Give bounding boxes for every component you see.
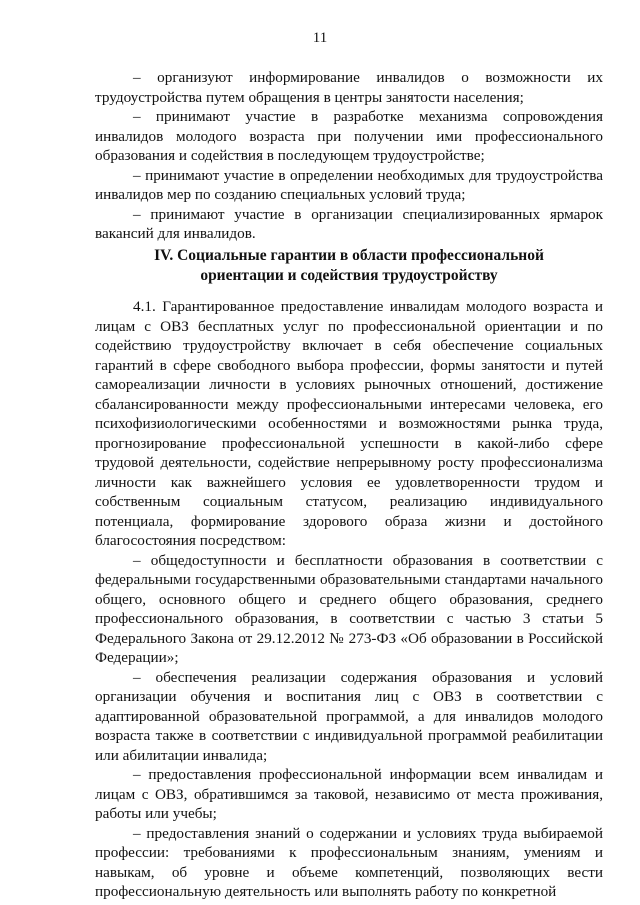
- list-item: – обеспечения реализации содержания образования и условий организации обучения и воспитания лиц с ОВЗ в соответствии с адаптированной образовательной программой, а для инвалидов молодого возраста также в соответствии с индивидуальной программой реабилитации или абилитации инвалида;: [95, 668, 603, 764]
- list-item: – принимают участие в организации специализированных ярмарок вакансий для инвалидов.: [95, 205, 603, 242]
- list-item: – предоставления профессиональной информации всем инвалидам и лицам с ОВЗ, обратившимся за таковой, независимо от места проживания, работы или учебы;: [95, 766, 603, 822]
- paragraph-4-1: 4.1. Гарантированное предоставление инвалидам молодого возраста и лицам с ОВЗ бесплатных услуг по профессиональной ориентации и по содействию трудоустройству включает в себя обеспечение социальных гарантий в сфере свободного выбора профессии, формы занятости и путей самореализации личности в условиях рыночных отношений, достижение сбалансированности между профессиональными интересами человека, его психофизиологическими особенностями и возможностями рынка труда, прогнозирование профессиональной успешности в какой-либо сфере трудовой деятельности, содействие непрерывному росту профессионализма личности как важнейшего условия ее удовлетворенности трудом и собственным социальным статусом, реализацию индивидуального потенциала, формирование здорового образа жизни и достойного благосостояния посредством:: [95, 298, 603, 549]
- section-heading-line: IV. Социальные гарантии в области профессиональной: [154, 247, 544, 264]
- section-heading: [95, 246, 603, 285]
- page-number: 11: [312, 30, 328, 46]
- section-heading-line: ориентации и содействия трудоустройству: [200, 266, 498, 284]
- obligations-list: [95, 68, 603, 244]
- section-body: [95, 297, 603, 902]
- list-item: – предоставления знаний о содержании и условиях труда выбираемой профессии: требованиями к профессиональным знаниям, умениям и навыкам, об уровне и объеме компетенций, позволяющих вести профессиональную деятельность или выполнять работу по конкретной: [95, 824, 603, 900]
- list-item: – принимают участие в разработке механизма сопровождения инвалидов молодого возраста при получении ими профессионального образования и содействия в последующем трудоустройстве;: [95, 108, 603, 164]
- list-item: – общедоступности и бесплатности образования в соответствии с федеральными государственными образовательными стандартами начального общего, основного общего и среднего общего образования, среднего профессионального образования, в соответствии с частью 3 статьи 5 Федерального Закона от 29.12.2012 № 273-ФЗ «Об образовании в Российской Федерации»;: [95, 551, 603, 666]
- list-item: – организуют информирование инвалидов о возможности их трудоустройства путем обращения в центры занятости населения;: [95, 69, 603, 106]
- list-item: – принимают участие в определении необходимых для трудоустройства инвалидов мер по созданию специальных условий труда;: [95, 166, 603, 203]
